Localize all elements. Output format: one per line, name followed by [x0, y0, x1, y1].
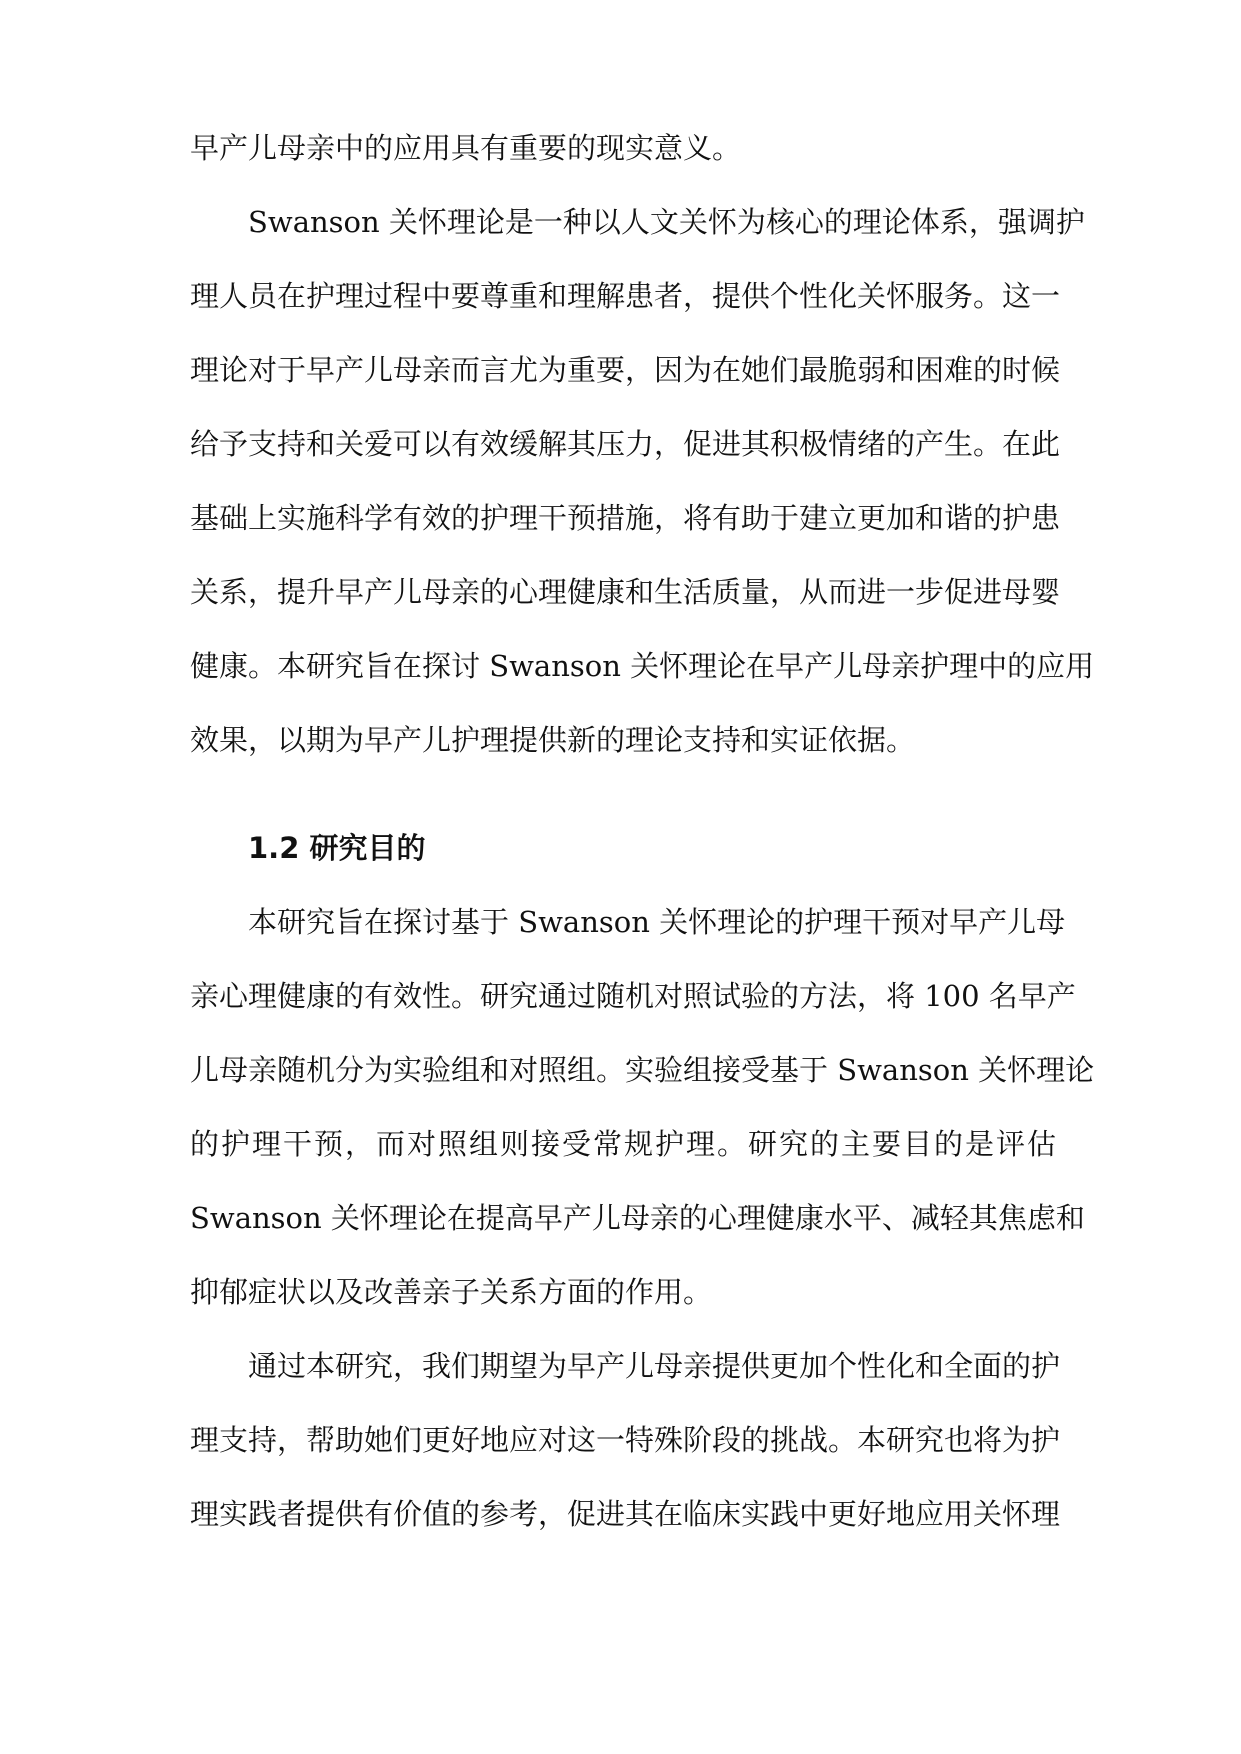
- text-line: 儿母亲随机分为实验组和对照组。实验组接受基于 Swanson 关怀理论: [190, 1053, 1095, 1087]
- text-line: 本研究旨在探讨基于 Swanson 关怀理论的护理干预对早产儿母: [248, 905, 1066, 939]
- text-line: 早产儿母亲中的应用具有重要的现实意义。: [190, 131, 742, 165]
- paragraph-continuation: [190, 128, 1056, 168]
- paragraph-swanson-theory: [190, 202, 1095, 760]
- text-line: 给予支持和关爱可以有效缓解其压力，促进其积极情绪的产生。在此: [190, 427, 1061, 461]
- text-line: 理实践者提供有价值的参考，促进其在临床实践中更好地应用关怀理: [190, 1497, 1061, 1531]
- text-line: 通过本研究，我们期望为早产儿母亲提供更加个性化和全面的护: [248, 1349, 1061, 1383]
- section-heading: 1.2 研究目的: [248, 831, 426, 865]
- text-line: 基础上实施科学有效的护理干预措施，将有助于建立更加和谐的护患: [190, 501, 1061, 535]
- text-line: 理人员在护理过程中要尊重和理解患者，提供个性化关怀服务。这一: [190, 279, 1061, 313]
- text-line: 的护理干预，而对照组则接受常规护理。研究的主要目的是评估: [190, 1127, 1056, 1161]
- text-line: 理论对于早产儿母亲而言尤为重要，因为在她们最脆弱和困难的时候: [190, 353, 1061, 387]
- text-line: 亲心理健康的有效性。研究通过随机对照试验的方法，将 100 名早产: [190, 979, 1076, 1013]
- document-page: [190, 128, 1095, 1534]
- text-line: Swanson 关怀理论在提高早产儿母亲的心理健康水平、减轻其焦虑和: [190, 1201, 1085, 1235]
- paragraph-expectation: [190, 1346, 1061, 1534]
- text-line: 理支持，帮助她们更好地应对这一特殊阶段的挑战。本研究也将为护: [190, 1423, 1061, 1457]
- text-line: 效果，以期为早产儿护理提供新的理论支持和实证依据。: [190, 723, 916, 757]
- text-line: 健康。本研究旨在探讨 Swanson 关怀理论在早产儿母亲护理中的应用: [190, 649, 1095, 683]
- text-line: 关系，提升早产儿母亲的心理健康和生活质量，从而进一步促进母婴: [190, 575, 1061, 609]
- text-line: 抑郁症状以及改善亲子关系方面的作用。: [190, 1275, 713, 1309]
- paragraph-research-purpose: [190, 902, 1095, 1312]
- text-line: Swanson 关怀理论是一种以人文关怀为核心的理论体系，强调护: [248, 205, 1085, 239]
